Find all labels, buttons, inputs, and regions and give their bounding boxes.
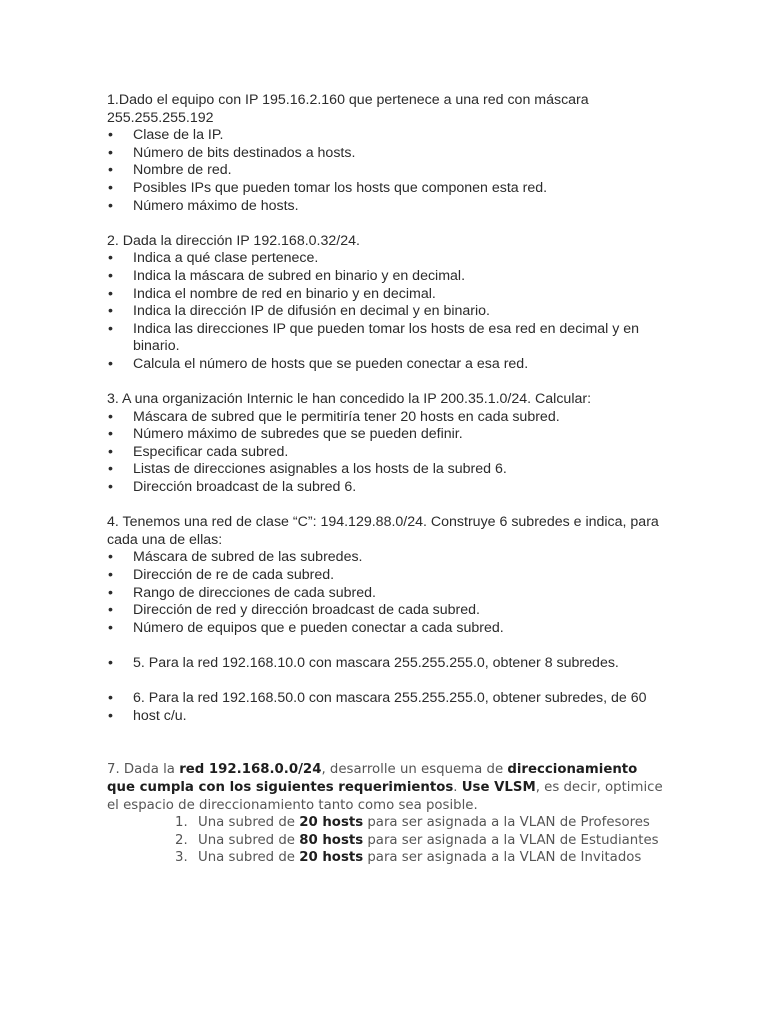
- exercise-5-list: [107, 655, 667, 673]
- bullet-icon: •: [108, 285, 113, 302]
- bullet-icon: •: [108, 567, 113, 584]
- exercise-7-requirements: [107, 814, 667, 867]
- bullet-icon: •: [108, 162, 113, 179]
- spacer: [107, 637, 667, 655]
- list-item: • Indica el nombre de red en binario y en decimal.: [108, 285, 436, 302]
- list-item: • 6. Para la red 192.168.50.0 con mascara 255.255.255.0, obtener subredes, de 60: [108, 690, 647, 707]
- list-item: • Número máximo de subredes que se pueden definir.: [108, 426, 463, 443]
- list-item: • Máscara de subred que le permitiría tener 20 hosts en cada subred.: [108, 408, 560, 425]
- list-item: • Listas de direcciones asignables a los hosts de la subred 6.: [108, 461, 507, 478]
- bullet-icon: •: [108, 303, 113, 320]
- list-item: 1. Una subred de 20 hosts para ser asignada a la VLAN de Profesores: [175, 815, 650, 831]
- spacer: [107, 374, 667, 392]
- bullet-icon: •: [108, 690, 113, 707]
- bullet-icon: •: [108, 584, 113, 601]
- exercise-7-intro: 7. Dada la red 192.168.0.0/24, desarrolle un esquema de direccionamiento que cumpla con los siguientes requerimientos. Use VLSM, es decir, optimice el espacio de direccionamiento tanto como sea posible.: [107, 762, 663, 813]
- list-item: • Nombre de red.: [108, 162, 232, 179]
- bullet-icon: •: [108, 707, 113, 724]
- bullet-icon: •: [108, 267, 113, 284]
- list-item: • Especificar cada subred.: [108, 443, 289, 460]
- bullet-icon: •: [108, 619, 113, 636]
- list-item: • Dirección de re de cada subred.: [108, 567, 335, 584]
- list-item: • Indica la dirección IP de difusión en decimal y en binario.: [108, 303, 491, 320]
- exercise-2-list: [107, 250, 667, 373]
- exercise-6: [107, 690, 667, 725]
- list-item: • Calcula el número de hosts que se pueden conectar a esa red.: [108, 355, 529, 372]
- document-page: [107, 92, 667, 867]
- exercise-6-list: [107, 690, 667, 725]
- exercise-1: [107, 92, 667, 215]
- list-item: 3. Una subred de 20 hosts para ser asignada a la VLAN de Invitados: [175, 850, 642, 866]
- exercise-4: [107, 514, 667, 637]
- spacer: [107, 215, 667, 233]
- exercise-2: [107, 233, 667, 374]
- bullet-icon: •: [108, 479, 113, 496]
- bullet-icon: •: [108, 127, 113, 144]
- spacer: [107, 497, 667, 515]
- exercise-3-title: 3. A una organización Internic le han concedido la IP 200.35.1.0/24. Calcular:: [107, 391, 592, 408]
- list-item: • Indica a qué clase pertenece.: [108, 250, 319, 267]
- exercise-5: [107, 655, 667, 673]
- bullet-icon: •: [108, 250, 113, 267]
- bullet-icon: •: [108, 144, 113, 161]
- list-item: • Clase de la IP.: [108, 127, 224, 144]
- list-item: • Indica las direcciones IP que pueden tomar los hosts de esa red en decimal y en binario.: [108, 320, 640, 355]
- bullet-icon: •: [108, 179, 113, 196]
- list-item: • Máscara de subred de las subredes.: [108, 549, 363, 566]
- list-item: 2. Una subred de 80 hosts para ser asignada a la VLAN de Estudiantes: [175, 832, 659, 848]
- bullet-icon: •: [108, 602, 113, 619]
- exercise-2-title: 2. Dada la dirección IP 192.168.0.32/24.: [107, 232, 360, 249]
- list-item: • Rango de direcciones de cada subred.: [108, 584, 376, 601]
- bullet-icon: •: [108, 197, 113, 214]
- bullet-icon: •: [108, 320, 113, 337]
- exercise-1-title: 1.Dado el equipo con IP 195.16.2.160 que pertenece a una red con máscara 255.255.255.192: [107, 92, 589, 126]
- exercise-7: [107, 761, 667, 867]
- exercise-4-list: [107, 549, 667, 637]
- spacer: [107, 673, 667, 691]
- exercise-3: [107, 391, 667, 497]
- bullet-icon: •: [108, 408, 113, 425]
- list-item: • Posibles IPs que pueden tomar los hosts que componen esta red.: [108, 179, 548, 196]
- bullet-icon: •: [108, 461, 113, 478]
- list-item: • Número de bits destinados a hosts.: [108, 144, 356, 161]
- list-item: • 5. Para la red 192.168.10.0 con mascara 255.255.255.0, obtener 8 subredes.: [108, 655, 619, 671]
- exercise-3-list: [107, 409, 667, 497]
- bullet-icon: •: [108, 355, 113, 372]
- list-item: • Número de equipos que e pueden conectar a cada subred.: [108, 619, 504, 636]
- list-item: • host c/u.: [108, 707, 187, 724]
- list-item: • Dirección de red y dirección broadcast de cada subred.: [108, 602, 480, 619]
- list-item: • Indica la máscara de subred en binario y en decimal.: [108, 267, 466, 284]
- exercise-4-title: 4. Tenemos una red de clase “C”: 194.129.88.0/24. Construye 6 subredes e indica, para cada una de ellas:: [107, 514, 659, 548]
- bullet-icon: •: [108, 655, 113, 671]
- bullet-icon: •: [108, 549, 113, 566]
- spacer: [107, 725, 667, 761]
- exercise-1-list: [107, 127, 667, 215]
- bullet-icon: •: [108, 443, 113, 460]
- bullet-icon: •: [108, 426, 113, 443]
- list-item: • Número máximo de hosts.: [108, 197, 299, 214]
- list-item: • Dirección broadcast de la subred 6.: [108, 479, 357, 496]
